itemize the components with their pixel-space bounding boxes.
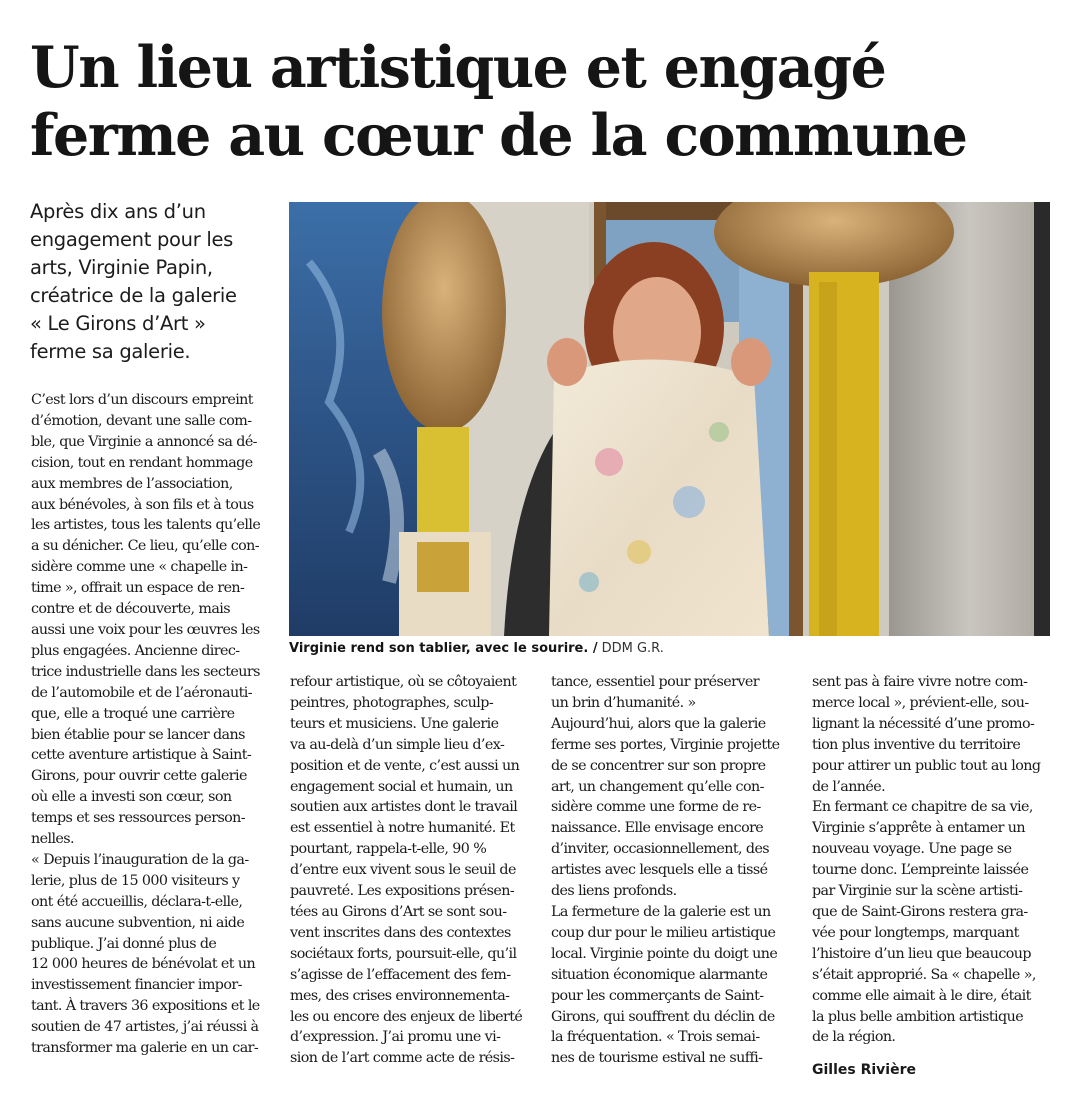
body-line: aux bénévoles, à son fils et à tous (31, 496, 254, 513)
body-line: situation économique alarmante (551, 966, 768, 983)
body-line: par Virginie sur la scène artisti- (812, 883, 1023, 900)
body-line: coup dur pour le milieu artistique (551, 924, 776, 941)
body-line: un brin d’humanité. » (551, 694, 696, 711)
body-line: En fermant ce chapitre de sa vie, (812, 799, 1033, 816)
article-column-3 (551, 672, 799, 1069)
body-line: est essentiel à notre humanité. Et (290, 820, 515, 837)
body-line: artistes avec lesquels elle a tissé (551, 862, 768, 879)
body-line: investissement financier impor- (31, 977, 242, 994)
body-line: cision, tout en rendant hommage (31, 454, 253, 471)
body-line: que de Saint-Girons restera gra- (812, 903, 1028, 920)
body-line: aussi une voix pour les œuvres les (31, 621, 260, 638)
body-line: temps et ses ressources person- (31, 810, 246, 827)
body-line: la fréquentation. « Trois semai- (551, 1029, 760, 1046)
body-line: pour attirer un public tout au long (812, 757, 1041, 774)
body-line: plus engagées. Ancienne direc- (31, 642, 240, 659)
body-line: l’histoire d’un lieu que beaucoup (812, 945, 1031, 962)
body-line: trice industrielle dans les secteurs (31, 663, 260, 680)
body-line: ble, que Virginie a annoncé sa dé- (31, 433, 257, 450)
body-line: soutien aux artistes dont le travail (290, 799, 518, 816)
body-line: tion plus inventive du territoire (812, 736, 1021, 753)
body-line: tées au Girons d’Art se sont sou- (290, 903, 507, 920)
body-line: Girons, pour ouvrir cette galerie (31, 768, 247, 785)
body-line: nelles. (31, 831, 74, 848)
body-line: ferme ses portes, Virginie projette (551, 736, 780, 753)
body-line: La fermeture de la galerie est un (551, 903, 771, 920)
article-column-4 (812, 672, 1060, 1048)
article-column-1 (31, 390, 279, 1059)
body-line: les artistes, tous les talents qu’elle (31, 517, 261, 534)
body-line: art, un changement qu’elle con- (551, 778, 764, 795)
body-line: de la région. (812, 1029, 896, 1046)
body-line: C’est lors d’un discours empreint (31, 392, 253, 408)
body-line: sion de l’art comme acte de résis- (290, 1050, 515, 1067)
body-line: d’inviter, occasionnellement, des (551, 841, 770, 858)
body-line: engagement social et humain, un (290, 778, 513, 795)
body-line: que, elle a troqué une carrière (31, 705, 235, 722)
standfirst (30, 198, 280, 366)
body-line: tourne donc. L’empreinte laissée (812, 862, 1029, 879)
body-line: bien établie pour se lancer dans (31, 726, 245, 743)
photo-credit: DDM G.R. (601, 641, 664, 656)
standfirst-line: Après dix ans d’un (30, 200, 206, 223)
standfirst-line: arts, Virginie Papin, (30, 256, 213, 279)
standfirst-line: engagement pour les (30, 228, 234, 251)
body-line: des liens profonds. (551, 883, 677, 900)
body-line: teurs et musiciens. Une galerie (290, 715, 499, 732)
body-line: où elle a investi son cœur, son (31, 789, 232, 806)
body-line: d’entre eux vivent sous le seuil de (290, 862, 516, 879)
body-line: d’émotion, devant une salle com- (31, 412, 252, 429)
body-line: les ou encore des enjeux de liberté (290, 1008, 523, 1025)
body-line: vent inscrites dans des contextes (290, 924, 511, 941)
body-line: position et de vente, c’est aussi un (290, 757, 520, 774)
photo-caption (289, 640, 1050, 658)
body-line: nouveau voyage. Une page se (812, 841, 1012, 858)
body-line: d’expression. J’ai promu une vi- (290, 1029, 501, 1046)
body-line: Aujourd’hui, alors que la galerie (551, 715, 766, 732)
body-line: refour artistique, où se côtoyaient (290, 674, 517, 690)
body-line: tant. À travers 36 expositions et le (31, 998, 260, 1015)
caption-text: Virginie rend son tablier, avec le sourire. / (289, 641, 598, 656)
author-signature: Gilles Rivière (812, 1062, 916, 1078)
body-line: Virginie s’apprête à entamer un (812, 820, 1025, 837)
body-line: merce local », prévient-elle, sou- (812, 694, 1029, 711)
body-line: pourtant, rappela-t-elle, 90 % (290, 841, 487, 858)
standfirst-line: ferme sa galerie. (30, 340, 191, 363)
body-line: pauvreté. Les expositions présen- (290, 883, 515, 900)
body-line: peintres, photographes, sculp- (290, 694, 494, 711)
headline (30, 34, 1060, 170)
article-photo (289, 202, 1050, 636)
body-line: de l’année. (812, 778, 886, 795)
body-line: 12 000 heures de bénévolat et un (31, 956, 256, 973)
body-line: sent pas à faire vivre notre com- (812, 674, 1028, 690)
body-line: lerie, plus de 15 000 visiteurs y (31, 872, 240, 889)
headline-line: ferme au cœur de la commune (30, 102, 967, 169)
body-line: lignant la nécessité d’une promo- (812, 715, 1035, 732)
body-line: a su dénicher. Ce lieu, qu’elle con- (31, 538, 259, 555)
body-line: sidère comme une « chapelle in- (31, 559, 248, 576)
standfirst-line: créatrice de la galerie (30, 284, 237, 307)
body-line: sidère comme une forme de re- (551, 799, 761, 816)
body-line: local. Virginie pointe du doigt une (551, 945, 778, 962)
body-line: vée pour longtemps, marquant (812, 924, 1019, 941)
body-line: s’agisse de l’effacement des fem- (290, 966, 511, 983)
body-line: tance, essentiel pour préserver (551, 674, 759, 690)
body-line: la plus belle ambition artistique (812, 1008, 1024, 1025)
body-line: sans aucune subvention, ni aide (31, 914, 245, 931)
body-line: sociétaux forts, poursuit-elle, qu’il (290, 945, 517, 962)
body-line: contre et de découverte, mais (31, 601, 231, 618)
headline-line: Un lieu artistique et engagé (30, 34, 886, 101)
body-line: naissance. Elle envisage encore (551, 820, 764, 837)
body-line: soutien de 47 artistes, j’ai réussi à (31, 1019, 259, 1036)
body-line: pour les commerçants de Saint- (551, 987, 764, 1004)
body-line: de l’automobile et de l’aéronauti- (31, 684, 252, 701)
body-line: nes de tourisme estival ne suffi- (551, 1050, 763, 1067)
body-line: « Depuis l’inauguration de la ga- (31, 851, 249, 868)
body-line: publique. J’ai donné plus de (31, 935, 217, 952)
body-line: time », offrait un espace de ren- (31, 580, 245, 597)
body-line: mes, des crises environnementa- (290, 987, 510, 1004)
body-line: Girons, qui souffrent du déclin de (551, 1008, 775, 1025)
standfirst-line: « Le Girons d’Art » (30, 312, 206, 335)
body-line: aux membres de l’association, (31, 475, 233, 492)
body-line: de se concentrer sur son propre (551, 757, 766, 774)
photo-illustration (289, 202, 1050, 636)
body-line: comme elle aimait à le dire, était (812, 987, 1031, 1004)
body-line: s’était approprié. Sa « chapelle », (812, 966, 1036, 983)
body-line: ont été accueillis, déclara-t-elle, (31, 893, 243, 910)
body-line: va au-delà d’un simple lieu d’ex- (290, 736, 505, 753)
body-line: transformer ma galerie en un car- (31, 1040, 259, 1057)
body-line: cette aventure artistique à Saint- (31, 747, 252, 764)
article-column-2 (290, 672, 538, 1069)
